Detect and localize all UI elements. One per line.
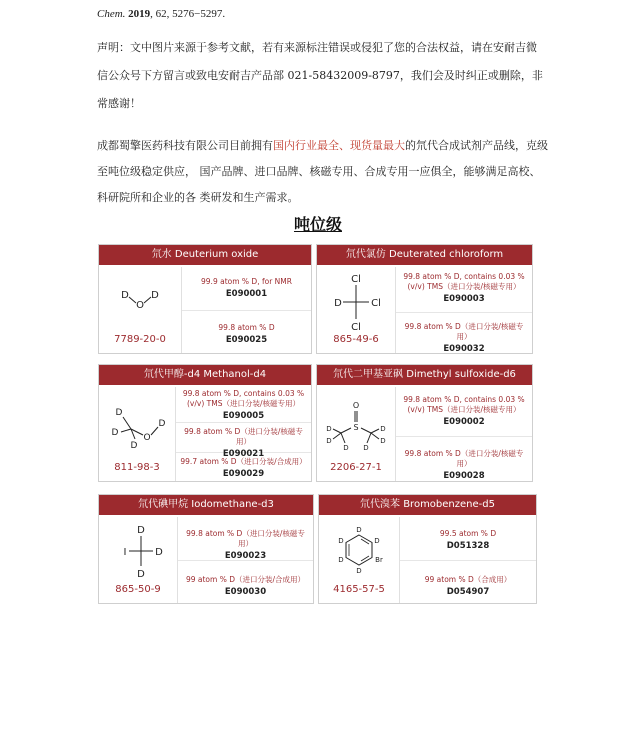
svg-text:D: D	[338, 556, 344, 564]
structure-panel	[99, 267, 182, 353]
svg-text:D: D	[155, 547, 163, 558]
svg-text:D: D	[363, 444, 369, 452]
svg-text:D: D	[374, 537, 380, 545]
card-header: 氘代甲醇-d4 Methanol-d4	[99, 365, 311, 385]
product-list	[400, 517, 536, 603]
product-card-methanol-d4	[98, 364, 312, 482]
product-item: 99 atom % D（合成用） D054907	[424, 575, 512, 597]
svg-text:D: D	[326, 437, 332, 445]
svg-text:Cl: Cl	[371, 298, 381, 309]
structure-panel	[317, 267, 396, 353]
intro-highlight: 国内行业最全、现货量最大	[273, 139, 405, 152]
product-list	[178, 517, 313, 603]
product-card-deuterium-oxide	[98, 244, 312, 354]
product-card-dmso-d6	[316, 364, 533, 482]
product-card-bromobenzene-d5	[318, 494, 537, 604]
svg-text:D: D	[130, 441, 138, 451]
product-item: 99.8 atom % D（进口分装/核磁专用） E090028	[404, 449, 524, 481]
cas-number: 7789-20-0	[114, 334, 166, 345]
svg-text:S: S	[353, 423, 359, 432]
svg-text:D: D	[356, 567, 362, 575]
journal-name: Chem.	[97, 8, 126, 20]
svg-text:D: D	[137, 569, 145, 580]
card-header: 氘水 Deuterium oxide	[99, 245, 311, 265]
product-item: 99.8 atom % D（进口分装/核磁专用） E090032	[404, 322, 524, 354]
cas-number: 865-50-9	[115, 584, 161, 595]
product-item: 99 atom % D（进口分装/合成用） E090030	[185, 575, 306, 597]
intro-part-1: 成都蜀擎医药科技有限公司目前拥有	[97, 139, 273, 152]
svg-text:D: D	[380, 437, 386, 445]
svg-text:D: D	[326, 425, 332, 433]
structure-panel	[99, 387, 176, 481]
molecule-structure-dmso-d6	[317, 391, 395, 453]
svg-text:D: D	[380, 425, 386, 433]
svg-text:D: D	[137, 525, 145, 536]
svg-text:D: D	[121, 290, 129, 301]
product-list	[182, 267, 311, 353]
product-list	[396, 267, 532, 353]
molecule-structure-cdcl3	[317, 271, 395, 333]
reference-details: , 62, 5276−5297.	[150, 8, 226, 20]
molecule-structure-bromobenzene-d5	[319, 521, 399, 583]
product-item: 99.7 atom % D（进口分装/合成用） E090029	[180, 457, 307, 479]
product-item: 99.9 atom % D, for NMR E090001	[182, 267, 311, 311]
svg-text:O: O	[136, 300, 144, 311]
product-item: 99.8 atom % D（进口分装/核磁专用） E090023	[178, 517, 313, 561]
svg-text:D: D	[151, 290, 159, 301]
product-item: 99.8 atom % D E090025	[218, 323, 275, 345]
product-list	[176, 387, 311, 481]
cas-number: 4165-57-5	[333, 584, 385, 595]
molecule-structure-cd3i	[99, 521, 177, 581]
intro-paragraph	[97, 133, 549, 211]
svg-text:D: D	[334, 298, 342, 309]
svg-text:Cl: Cl	[351, 274, 361, 285]
svg-text:D: D	[338, 537, 344, 545]
svg-text:I: I	[123, 547, 127, 558]
product-item: 99.8 atom % D, contains 0.03 % (v/v) TMS（进口分装/核磁专用） E090002	[396, 387, 532, 437]
product-card-iodomethane-d3	[98, 494, 314, 604]
cas-number: 811-98-3	[114, 462, 160, 473]
svg-text:O: O	[352, 401, 360, 410]
product-item: 99.8 atom % D, contains 0.03 % (v/v) TMS（进口分装/核磁专用） E090005	[176, 387, 311, 423]
svg-text:D: D	[343, 444, 349, 452]
disclaimer-text: 声明：文中图片来源于参考文献，若有来源标注错误或侵犯了您的合法权益，请在安耐吉微信公众号下方留言或致电安耐吉产品部 021-58432009-8797，我们会及时纠正或删除，非常感谢！	[97, 41, 543, 110]
product-item: 99.8 atom % D, contains 0.03 % (v/v) TMS（进口分装/核磁专用） E090003	[396, 267, 532, 313]
intro-part-2: 的氘代合成试剂产品线，克级至吨位级稳定供应， 国产品牌、进口品牌、核磁专用、合成专用一应俱全，能够满足高校、科研院所和企业的各 类研发和生产需求。	[97, 139, 548, 204]
svg-text:D: D	[158, 419, 166, 429]
cas-number: 2206-27-1	[330, 462, 382, 473]
svg-text:O: O	[143, 433, 151, 443]
section-title: 吨位级	[293, 215, 342, 234]
structure-panel	[319, 517, 400, 603]
svg-text:D: D	[115, 408, 123, 418]
reference-year: 2019	[128, 8, 151, 20]
structure-panel	[99, 517, 178, 603]
card-header: 氘代溴苯 Bromobenzene-d5	[319, 495, 536, 515]
product-item: 99.8 atom % D（进口分装/核磁专用） E090021	[176, 423, 311, 453]
svg-text:D: D	[111, 428, 119, 438]
structure-panel	[317, 387, 396, 481]
card-header: 氘代氯仿 Deuterated chloroform	[317, 245, 532, 265]
product-list	[396, 387, 532, 481]
cas-number: 865-49-6	[333, 334, 379, 345]
svg-text:Br: Br	[375, 556, 383, 564]
card-header: 氘代二甲基亚砜 Dimethyl sulfoxide-d6	[317, 365, 532, 385]
svg-text:D: D	[356, 526, 362, 534]
reference-line	[97, 8, 225, 20]
product-item: 99.5 atom % D D051328	[400, 517, 536, 561]
card-header: 氘代碘甲烷 Iodomethane-d3	[99, 495, 313, 515]
molecule-structure-cd3od	[99, 391, 175, 451]
svg-text:Cl: Cl	[351, 322, 361, 333]
product-card-deuterated-chloroform	[316, 244, 533, 354]
molecule-structure-d2o	[99, 271, 181, 321]
